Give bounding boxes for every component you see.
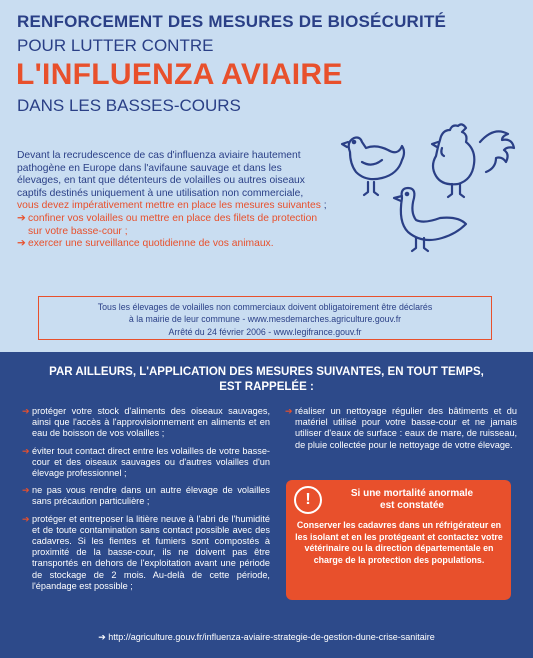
warning-icon: !: [294, 486, 322, 514]
arrow-icon: ➔: [17, 238, 26, 250]
arrow-icon: ➔: [17, 212, 26, 224]
alert-title: Si une mortalité anormale est constatée: [350, 488, 474, 511]
intro-text: [17, 150, 327, 251]
intro-paragraph: Devant la recrudescence de cas d'influenza aviaire hautement pathogène en Europe dans l'avifaune sauvage et dans les élevages, en tant que détenteurs de volailles ou autres oiseaux captifs destinés uniquement à une utilisation non commerciale,: [17, 150, 305, 199]
list-item: ➔ éviter tout contact direct entre les volailles de votre basse-cour et des oiseaux sauvages ou d'autres volailles d'un élevage professionnel ;: [22, 445, 270, 479]
declaration-notice: [38, 296, 492, 340]
notice-line: Tous les élevages de volailles non commerciaux doivent obligatoirement être déclarés: [97, 302, 433, 312]
intro-bullet: ➔ exercer une surveillance quotidienne de vos animaux.: [17, 238, 274, 250]
list-item: ➔ ne pas vous rendre dans un autre élevage de volailles sans précaution particulière ;: [22, 485, 270, 507]
alert-body: Conserver les cadavres dans un réfrigérateur en les isolant et en les protégeant et contactez votre vétérinaire ou la direction départementale en charge de la protection des populations.: [295, 520, 503, 565]
left-measures-list: [22, 406, 270, 598]
title-main: L'INFLUENZA AVIAIRE: [16, 58, 343, 91]
arrow-icon: ➔: [22, 513, 30, 524]
section-title: PAR AILLEURS, L'APPLICATION DES MESURES SUIVANTES, EN TOUT TEMPS, EST RAPPELÉE :: [49, 366, 484, 393]
footer-link[interactable]: [0, 632, 533, 643]
arrow-icon: ➔: [285, 406, 293, 416]
list-item: ➔ protéger et entreposer la litière neuve à l'abri de l'humidité et de toute contamination sans contact possible avec des cadavres. Si les fientes et fumiers sont compostés à proximité de la basse-cour, ils ne doivent pas être transportés en dehors de l'exploitation avant une période de stockage de 2 mois. Au-delà de cette période, l'épandage est possible ;: [22, 513, 270, 591]
arrow-icon: ➔: [98, 632, 106, 642]
title-line-2: POUR LUTTER CONTRE: [17, 36, 214, 55]
intro-after: ;: [320, 200, 327, 212]
arrow-icon: ➔: [22, 445, 30, 456]
mortality-alert-box: [286, 480, 511, 600]
right-measures-list: [285, 406, 517, 457]
list-item: ➔ réaliser un nettoyage régulier des bâtiments et du matériel utilisé pour votre basse-cour et ne jamais utiliser d'eaux de surface : eaux de mare, de ruisseau, de pluie collectée pour le nettoyage de votre élevage.: [285, 406, 517, 450]
birds-illustration-icon: [330, 112, 520, 262]
arrow-icon: ➔: [22, 485, 30, 496]
intro-highlight: vous devez impérativement mettre en place les mesures suivantes: [17, 200, 321, 212]
title-line-1: RENFORCEMENT DES MESURES DE BIOSÉCURITÉ: [17, 12, 447, 31]
footer-url[interactable]: http://agriculture.gouv.fr/influenza-aviaire-strategie-de-gestion-dune-crise-sanitaire: [108, 632, 435, 642]
list-item: ➔ protéger votre stock d'aliments des oiseaux sauvages, ainsi que l'accès à l'approvisionnement en aliments et en eau de boisson de vos volailles ;: [22, 406, 270, 439]
notice-line: Arrêté du 24 février 2006 - www.legifrance.gouv.fr: [168, 326, 362, 337]
intro-bullet: ➔ confiner vos volailles ou mettre en place des filets de protection sur votre basse-cour ;: [17, 212, 318, 237]
arrow-icon: ➔: [22, 406, 30, 416]
notice-line: à la mairie de leur commune - www.mesdemarches.agriculture.gouv.fr: [128, 314, 402, 325]
title-line-4: DANS LES BASSES-COURS: [17, 96, 241, 115]
